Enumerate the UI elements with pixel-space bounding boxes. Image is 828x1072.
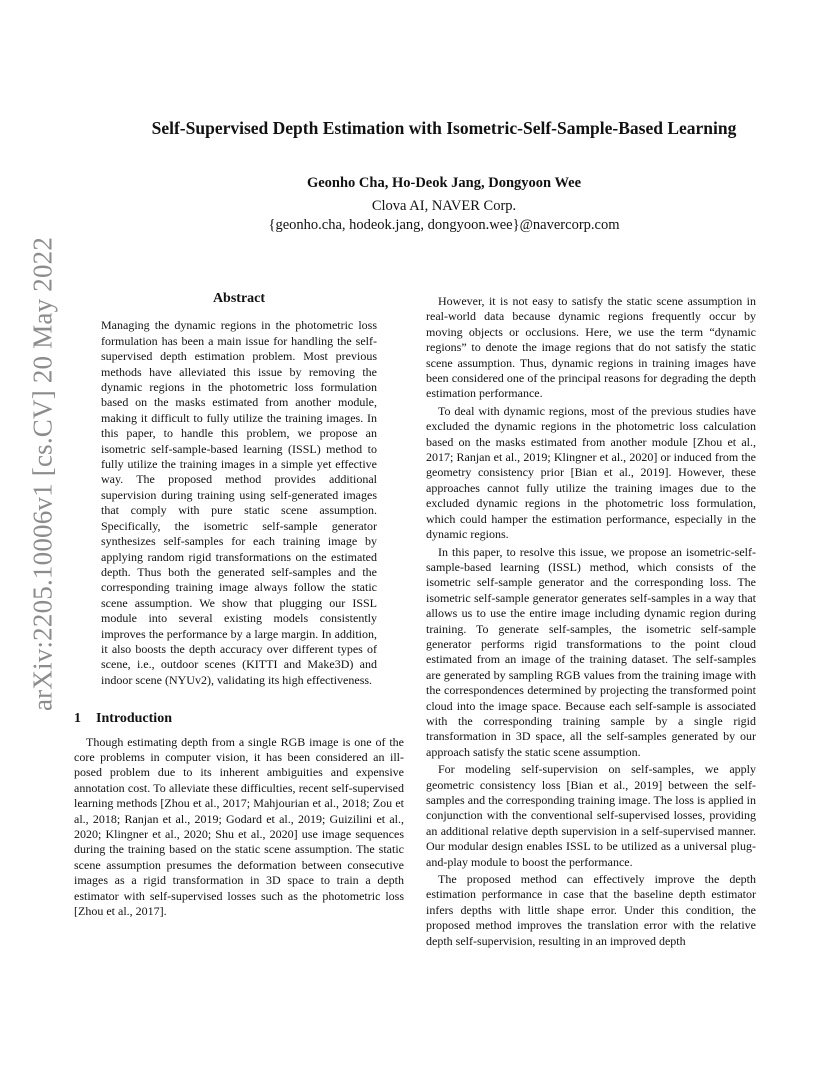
section-heading bbox=[74, 711, 404, 726]
section-number: 1 bbox=[74, 711, 81, 727]
author-emails: {geonho.cha, hodeok.jang, dongyoon.wee}@navercorp.com bbox=[268, 217, 620, 233]
paragraph: To deal with dynamic regions, most of the previous studies have excluded the dynamic regions in the photometric loss calculation based on the masks estimated from another module [Zhou et al., 2017; Ranjan et al., 2019; Klingner et al., 2020] or induced from the geometry consistency prior [Bian et al., 2019]. However, these approaches cannot fully utilize the training images due to the excluded dynamic regions in the photometric loss formulation, which could hamper the estimation performance, especially in the dynamic regions. bbox=[426, 403, 756, 542]
paragraph: In this paper, to resolve this issue, we propose an isometric-self-sample-based learning (ISSL) method, which consists of the isometric self-sample generator and the corresponding loss. The isometric self-sample generator generates self-samples in a way that allows us to use the entire image including dynamic region during training. To generate self-samples, the isometric self-sample generator performs rigid transformations to the point cloud estimated from an image of the training dataset. The self-samples are generated by sampling RGB values from the training image with the correspondences determined by projecting the transformed point cloud into the image space. Because each self-sample is associated with the corresponding training sample by a single rigid transformation in 3D space, all the self-samples generated by our approach satisfy the static scene assumption. bbox=[426, 544, 756, 759]
right-column bbox=[426, 294, 756, 951]
intro-paragraph: Though estimating depth from a single RGB image is one of the core problems in computer vision, it has been considered an ill-posed problem due to its inherent ambiguities and expensive annotation cost. To alleviate these difficulties, recent self-supervised learning methods [Zhou et al., 2017; Mahjourian et al., 2018; Zou et al., 2018; Ranjan et al., 2019; Godard et al., 2019; Guizilini et al., 2020; Klingner et al., 2020; Shu et al., 2020] use image sequences during the training based on the static scene assumption. The static scene assumption presumes the deformation between consecutive images as a rigid transformation in 3D space to train a depth estimator with self-supervised losses such as the photometric loss [Zhou et al., 2017]. bbox=[74, 734, 404, 919]
abstract-heading: Abstract bbox=[212, 291, 266, 306]
paragraph: The proposed method can effectively improve the depth estimation performance in case that the baseline depth estimator infers depths with little shape error. Under this condition, the proposed method improves the translation error with the relative depth self-supervision, resulting in an improved depth bbox=[426, 872, 756, 948]
section-title: Introduction bbox=[96, 711, 172, 727]
abstract-text: Managing the dynamic regions in the photometric loss formulation has been a main issue for handling the self-supervised depth estimation problem. Most previous methods have alleviated this issue by removing the dynamic regions in the photometric loss formulation based on the masks estimated from another module, making it difficult to fully utilize the training images. In this paper, to handle this problem, we propose an isometric self-sample-based learning (ISSL) method to fully utilize the training images in a simple yet effective way. The proposed method provides additional supervision during training using self-generated images that comply with pure static scene assumption. Specifically, the isometric self-sample generator synthesizes self-samples for each training image by applying random rigid transformations on the estimated depth. Thus both the generated self-samples and the corresponding training image always follow the static scene assumption. We show that plugging our ISSL module into several existing models consistently improves the performance by a large margin. In addition, it also boosts the depth accuracy over different types of scene, i.e., outdoor scenes (KITTI and Make3D) and indoor scene (NYUv2), validating its high effectiveness. bbox=[101, 318, 377, 687]
paragraph: However, it is not easy to satisfy the static scene assumption in real-world data because dynamic regions frequently occur by moving objects or occlusions. Here, we use the term “dynamic regions” to denote the image regions that do not satisfy the static scene assumption. Thus, dynamic regions in training images have been considered one of the principal reasons for degrading the depth estimation performance. bbox=[426, 294, 756, 401]
affiliation: Clova AI, NAVER Corp. bbox=[371, 198, 517, 214]
author-list: Geonho Cha, Ho-Deok Jang, Dongyoon Wee bbox=[306, 175, 582, 191]
author-affiliation-block bbox=[60, 197, 828, 235]
arxiv-identifier: arXiv:2205.10006v1 [cs.CV] 20 May 2022 bbox=[27, 236, 58, 712]
paragraph: For modeling self-supervision on self-samples, we apply geometric consistency loss [Bian et al., 2019] between the self-samples and the corresponding training image. The loss is applied in conjunction with the conventional self-supervised losses, providing an additional relative depth supervision in a self-supervised manner. Our modular design enables ISSL to be utilized as a universal plug-and-play module to boost the performance. bbox=[426, 762, 756, 869]
paper-title: Self-Supervised Depth Estimation with Isometric-Self-Sample-Based Learning bbox=[151, 118, 737, 138]
left-column bbox=[74, 291, 404, 921]
